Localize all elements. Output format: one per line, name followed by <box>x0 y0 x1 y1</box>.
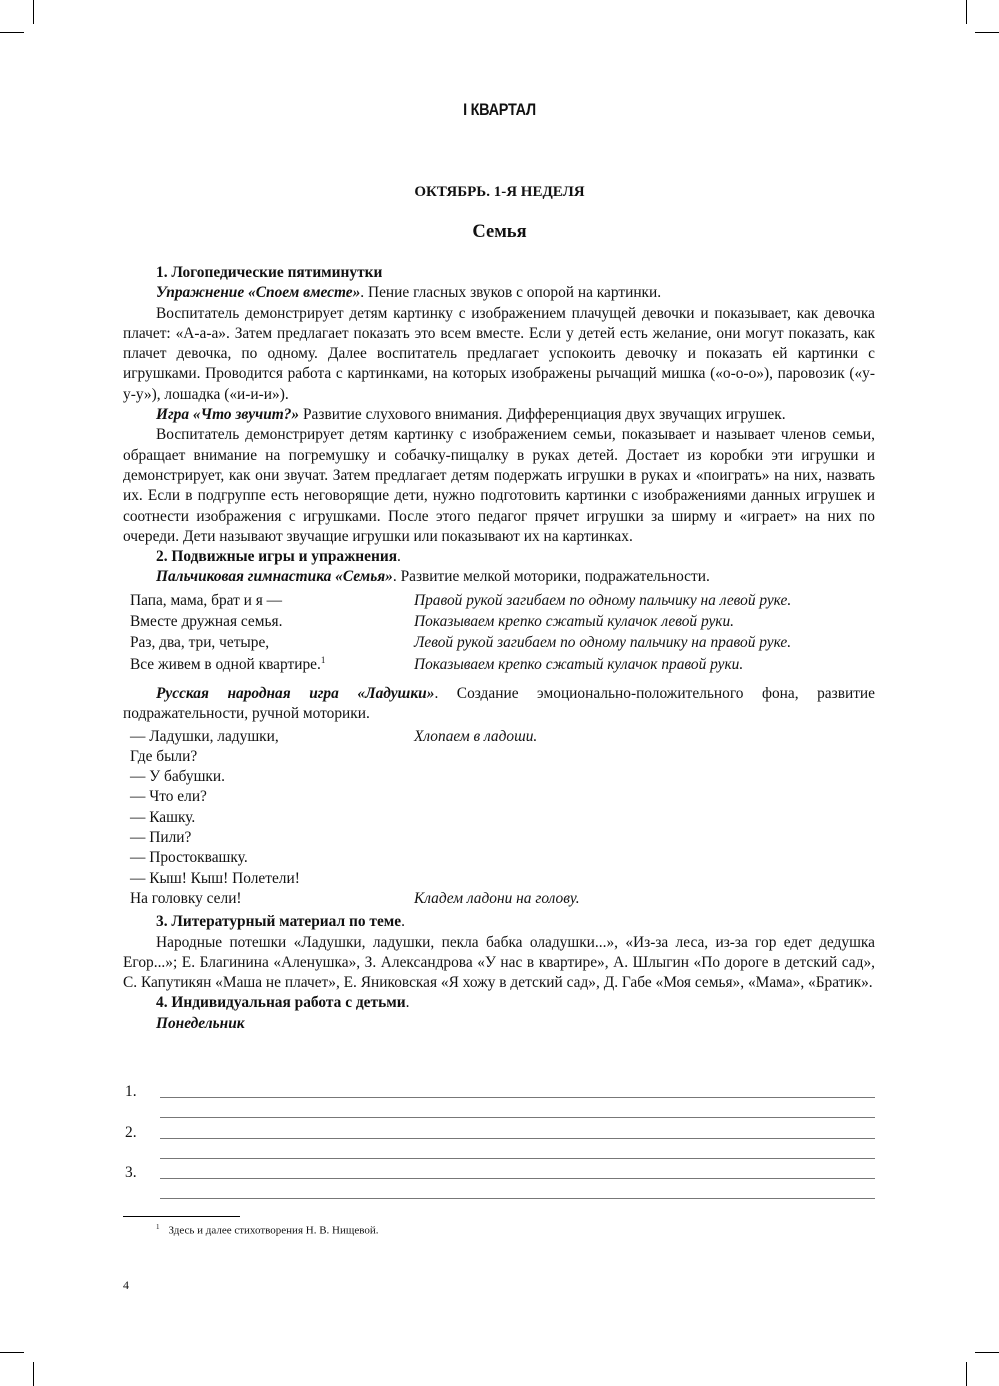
finger-title: Пальчиковая гимнастика «Семья» <box>156 568 393 586</box>
poem-action: Хлопаем в ладоши. <box>414 727 538 745</box>
footnote-text: Здесь и далее стихотворения Н. В. Нищевой. <box>168 1224 379 1237</box>
work-item-2[interactable] <box>123 1124 875 1158</box>
folk-intro <box>123 684 875 725</box>
poem-verse: — Ладушки, ладушки, <box>130 727 279 745</box>
footnote-marker: 1 <box>156 1223 160 1231</box>
work-item-1[interactable] <box>123 1083 875 1117</box>
poem-verse: — Кыш! Кыш! Полетели! <box>130 869 300 887</box>
poem-action: Правой рукой загибаем по одному пальчику на левой руке. <box>414 591 792 609</box>
poem-verse-with-footnote <box>130 654 414 675</box>
crop-mark <box>966 0 967 24</box>
fill-line[interactable] <box>160 1158 875 1159</box>
poem-verse: — Что ели? <box>130 788 207 806</box>
quarter-title: I КВАРТАЛ <box>463 100 536 119</box>
poem-verse: — У бабушки. <box>130 768 225 786</box>
game-body: Воспитатель демонстрирует детям картинку с изображением семьи, показывает и называет членов семьи, обращает внимание на погремушку и собачку-пищалку в руках детей. Достает из коробки эти игрушки и демонстрирует, как они звучат. Затем предлагает детям подержать игрушки в руках и «поиграть» на них, назвать их. Если в подгруппе есть неговорящие дети, нужно подготовить картинки с изображениями данных игрушек и соотнести изображения с игрушками. После этого педагог прячет игрушки за ширму и «играет» на них по очереди. Дети называют звучащие игрушки или показывают их на картинках. <box>123 426 875 545</box>
crop-mark <box>33 1362 34 1386</box>
literature-body: Народные потешки «Ладушки, ладушки, пекла бабка оладушки...», «Из-за леса, из-за гор едет дедушка Егор...»; Е. Благинина «Аленушка», З. Александрова «У нас в квартире», А. Шлыгин «По дороге в детский сад», С. Капутикян «Маша не плачет», Е. Яниковская «Я хожу в детский сад», Д. Габе «Моя семья», «Мама», «Братик». <box>123 933 875 992</box>
section-3-heading <box>123 912 875 932</box>
crop-mark <box>0 1352 24 1353</box>
item-number: 2. <box>125 1124 137 1141</box>
main-content <box>123 263 875 1034</box>
poem-verse: — Пили? <box>130 829 192 847</box>
poem-verse: Раз, два, три, четыре, <box>130 634 270 652</box>
poem-verse: Все живем в одной квартире. <box>130 655 321 673</box>
poem-action: Кладем ладони на голову. <box>414 889 580 907</box>
fill-line[interactable] <box>160 1117 875 1118</box>
item-number: 1. <box>125 1083 137 1100</box>
work-item-1-continued[interactable] <box>123 1117 875 1137</box>
footnote <box>156 1223 378 1237</box>
crop-mark <box>33 0 34 24</box>
crop-mark <box>966 1362 967 1386</box>
poem-verse: Вместе дружная семья. <box>130 613 283 631</box>
folk-poem <box>123 727 875 910</box>
exercise-body: Воспитатель демонстрирует детям картинку с изображением плачущей девочки и показывает, как девочка плачет: «А-а-а». Затем предлагает показать это всем вместе. Если у детей есть желание, они могут показать, как плачет девочка, по одному. Далее воспитатель предлагает успокоить девочку и показать ей картинки с игрушками. Проводится работа с картинками, на которых изображены рычащий мишка («о-о-о»), паровозик («у-у-у»), лошадка («и-и-и»). <box>123 304 875 403</box>
section-1-heading: 1. Логопедические пятиминутки <box>156 264 383 281</box>
work-item-2-continued[interactable] <box>123 1158 875 1178</box>
finger-intro <box>123 567 875 587</box>
section-3-heading-tail: . <box>401 913 405 931</box>
poem-action: Показываем крепко сжатый кулачок правой руки. <box>414 655 744 673</box>
day-label: Понедельник <box>156 1014 245 1032</box>
finger-poem <box>123 590 875 675</box>
exercise-desc: . Пение гласных звуков с опорой на картинки. <box>360 284 662 302</box>
game-desc: Развитие слухового внимания. Дифференциация двух звучащих игрушек. <box>299 406 786 424</box>
poem-verse: На головку сели! <box>130 889 242 907</box>
crop-mark <box>0 32 24 33</box>
topic-title: Семья <box>472 222 527 242</box>
section-3-heading-text: 3. Литературный материал по теме <box>156 913 402 931</box>
folk-title: Русская народная игра «Ладушки» <box>156 684 435 702</box>
exercise-title: Упражнение «Споем вместе» <box>156 284 361 302</box>
game-title: Игра «Что звучит?» <box>156 406 300 424</box>
poem-verse: — Кашку. <box>130 808 196 826</box>
fill-line[interactable] <box>160 1198 875 1199</box>
poem-verse: Папа, мама, брат и я — <box>130 591 283 609</box>
fill-line[interactable] <box>160 1138 875 1139</box>
work-item-3[interactable] <box>123 1164 875 1198</box>
poem-verse: — Простоквашку. <box>130 849 248 867</box>
game-intro <box>123 405 875 425</box>
page-number: 4 <box>123 1278 129 1292</box>
section-4-heading-text: 4. Индивидуальная работа с детьми <box>156 994 406 1012</box>
footnote-ref[interactable]: 1 <box>320 654 326 665</box>
poem-verse: Где были? <box>130 747 198 765</box>
poem-action: Левой рукой загибаем по одному пальчику на правой руке. <box>414 634 792 652</box>
section-2-heading <box>123 547 875 567</box>
poem-action: Показываем крепко сжатый кулачок левой руки. <box>414 613 735 631</box>
section-4-heading-tail: . <box>405 994 410 1012</box>
fill-line[interactable] <box>160 1097 875 1098</box>
exercise-intro <box>123 283 875 303</box>
week-heading: ОКТЯБРЬ. 1-Я НЕДЕЛЯ <box>414 184 585 200</box>
item-number: 3. <box>125 1164 137 1181</box>
section-2-heading-tail: . <box>397 548 401 566</box>
fill-line[interactable] <box>160 1178 875 1179</box>
section-4-heading <box>123 993 875 1013</box>
section-2-heading-text: 2. Подвижные игры и упражнения <box>156 548 398 566</box>
folk-desc: . Создание эмоционально-положительного фона, развитие подражательности, ручной моторики. <box>123 684 875 723</box>
work-item-3-continued[interactable] <box>123 1198 875 1218</box>
crop-mark <box>975 32 999 33</box>
finger-desc: . Развитие мелкой моторики, подражательности. <box>392 568 710 586</box>
footnote-divider <box>123 1216 240 1217</box>
crop-mark <box>975 1352 999 1353</box>
